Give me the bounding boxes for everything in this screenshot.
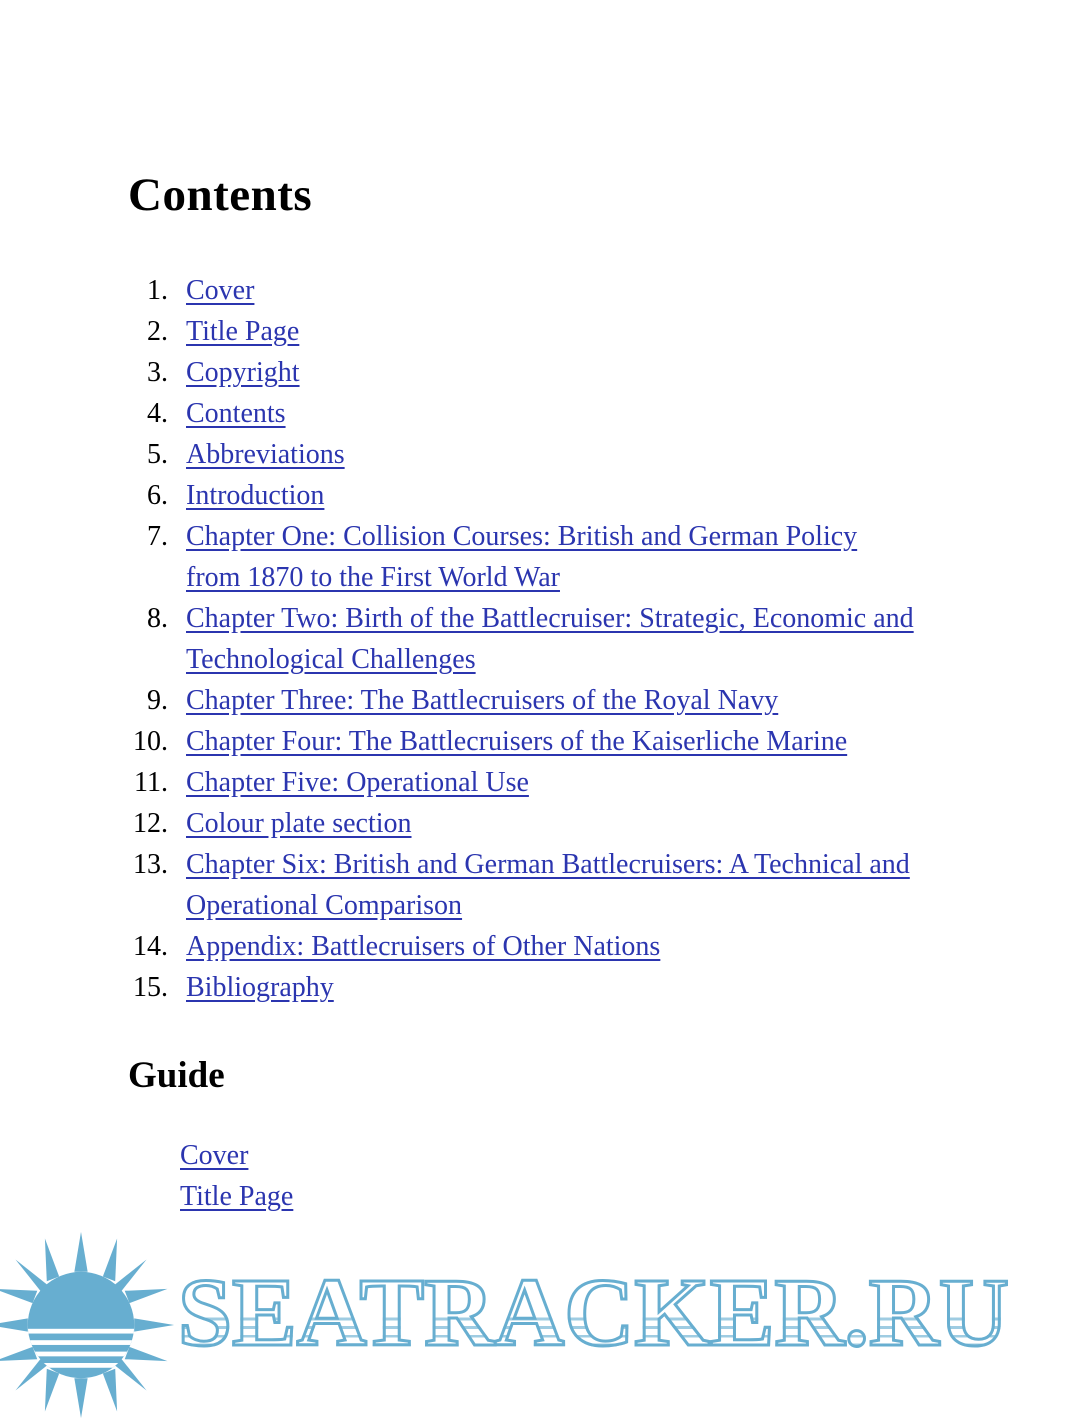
- watermark: [0, 1227, 1080, 1397]
- toc-link-chapter-three[interactable]: Chapter Three: The Battlecruisers of the Royal Navy: [186, 685, 779, 716]
- toc-link-contents[interactable]: Contents: [186, 398, 286, 429]
- toc-item: [128, 803, 928, 844]
- toc-item: [128, 721, 928, 762]
- toc-item: [128, 762, 928, 803]
- toc-link-title-page[interactable]: Title Page: [186, 316, 300, 347]
- toc-link-chapter-one[interactable]: Chapter One: Collision Courses: British and German Policy from 1870 to the First World War: [186, 521, 858, 593]
- toc-link-abbreviations[interactable]: Abbreviations: [186, 439, 345, 470]
- toc-item-number: 13.: [133, 849, 168, 880]
- toc-item: [128, 393, 928, 434]
- toc-item-number: 14.: [133, 931, 168, 962]
- toc-item: [128, 311, 928, 352]
- toc-item-number: 3.: [147, 357, 168, 388]
- guide-link-cover[interactable]: Cover: [180, 1140, 249, 1171]
- toc-item: [128, 967, 928, 1008]
- toc-item-number: 12.: [133, 808, 168, 839]
- toc-item-number: 10.: [133, 726, 168, 757]
- toc-item: [128, 516, 928, 598]
- toc-item: [128, 598, 928, 680]
- toc-item-number: 5.: [147, 439, 168, 470]
- toc-link-colour-plate-section[interactable]: Colour plate section: [186, 808, 412, 839]
- toc-item-number: 2.: [147, 316, 168, 347]
- toc-link-appendix[interactable]: Appendix: Battlecruisers of Other Nations: [186, 931, 661, 962]
- guide-heading: Guide: [128, 1055, 225, 1096]
- toc-item-number: 15.: [133, 972, 168, 1003]
- toc-item: [128, 844, 928, 926]
- contents-list: [128, 270, 928, 1008]
- guide-links: [180, 1135, 1080, 1217]
- toc-item-number: 6.: [147, 480, 168, 511]
- toc-item-number: 7.: [147, 521, 168, 552]
- watermark-text: SEATRACKER.RU: [178, 1258, 1009, 1366]
- toc-item: [128, 680, 928, 721]
- toc-item-number: 9.: [147, 685, 168, 716]
- toc-item: [128, 270, 928, 311]
- toc-item: [128, 434, 928, 475]
- toc-link-bibliography[interactable]: Bibliography: [186, 972, 334, 1003]
- contents-heading: Contents: [128, 169, 313, 221]
- toc-item-number: 8.: [147, 603, 168, 634]
- toc-link-chapter-five[interactable]: Chapter Five: Operational Use: [186, 767, 529, 798]
- toc-item-number: 11.: [134, 767, 168, 798]
- toc-link-chapter-six[interactable]: Chapter Six: British and German Battlecruisers: A Technical and Operational Comparison: [186, 849, 910, 921]
- toc-item: [128, 352, 928, 393]
- toc-link-introduction[interactable]: Introduction: [186, 480, 325, 511]
- toc-item: [128, 926, 928, 967]
- toc-item: [128, 475, 928, 516]
- toc-link-chapter-four[interactable]: Chapter Four: The Battlecruisers of the Kaiserliche Marine: [186, 726, 848, 757]
- sun-logo-icon: [0, 1230, 176, 1420]
- toc-link-cover[interactable]: Cover: [186, 275, 255, 306]
- toc-item-number: 1.: [147, 275, 168, 306]
- toc-link-chapter-two[interactable]: Chapter Two: Birth of the Battlecruiser: Strategic, Economic and Technological Challenges: [186, 603, 914, 675]
- toc-link-copyright[interactable]: Copyright: [186, 357, 300, 388]
- guide-link-title-page[interactable]: Title Page: [180, 1181, 294, 1212]
- toc-item-number: 4.: [147, 398, 168, 429]
